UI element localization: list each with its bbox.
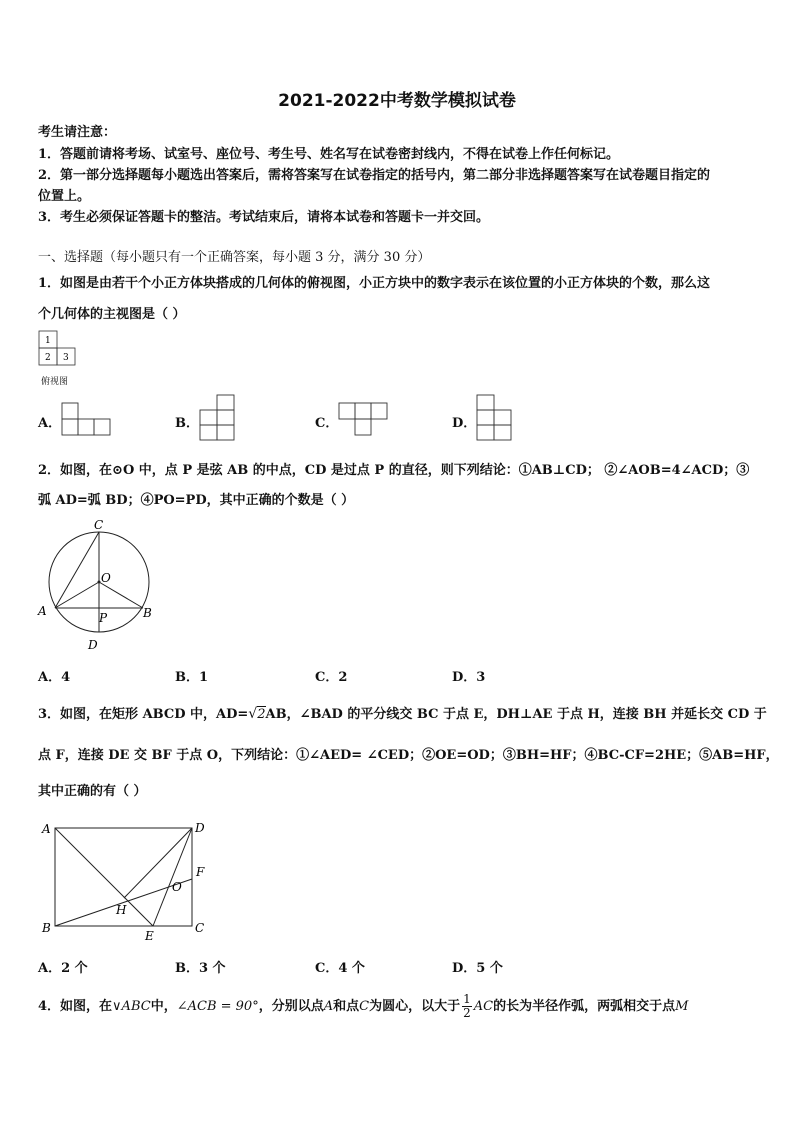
option-b[interactable]: B．3 个 (175, 961, 226, 976)
option-c[interactable]: C．2 (315, 670, 348, 685)
option-b-figure (199, 394, 237, 442)
point-label: O (101, 571, 111, 585)
grid-number: 1 (45, 336, 51, 346)
point-label: F (196, 865, 205, 879)
section-heading: 一、选择题（每小题只有一个正确答案，每小题 3 分，满分 30 分） (38, 250, 431, 265)
fraction-denominator: 2 (463, 1006, 471, 1020)
option-a-figure (61, 402, 111, 438)
question-4-text-part: 为圆心，以大于 (369, 999, 461, 1014)
option-d[interactable]: D．5 个 (452, 961, 503, 976)
point-label: D (88, 638, 98, 652)
math-angle: ∠ACB = 90° (176, 999, 259, 1014)
question-1-text: 个几何体的主视图是（ ） (38, 307, 186, 322)
point-label: B (42, 921, 51, 935)
question-4-text-part: 的长为半径作弧，两弧相交于点 (493, 999, 676, 1014)
question-4-text-part: 中， (150, 999, 177, 1014)
option-b[interactable]: B．1 (175, 670, 209, 685)
option-c[interactable]: C．4 个 (315, 961, 365, 976)
option-b[interactable]: B． (175, 416, 199, 431)
point-label: P (99, 611, 108, 625)
sqrt-symbol: √ (248, 706, 258, 722)
circle-figure (30, 516, 160, 656)
question-3-text (38, 703, 767, 722)
option-a[interactable]: A． (38, 416, 62, 431)
point-label: D (195, 821, 205, 835)
notice-item: 2．第一部分选择题每小题选出答案后，需将答案写在试卷指定的括号内，第二部分非选择题答案写在试卷题目指定的 (38, 168, 711, 183)
math-point: C (359, 999, 370, 1014)
question-3-text: 点 F，连接 DE 交 BF 于点 O，下列结论：①∠AED= ∠CED；②OE=OD；③BH=HF；④BC-CF=2HE；⑤AB=HF， (38, 748, 779, 763)
option-a[interactable]: A．4 (38, 670, 71, 685)
top-view-caption: 俯视图 (41, 377, 69, 387)
notice-item: 3．考生必须保证答题卡的整洁。考试结束后，请将本试卷和答题卡一并交回。 (38, 210, 490, 225)
point-label: O (172, 880, 182, 894)
page-title: 2021-2022中考数学模拟试卷 (278, 91, 516, 111)
sqrt-radicand: 2 (257, 707, 266, 722)
point-label: B (143, 606, 152, 620)
question-1-text: 1．如图是由若干个小正方体块搭成的几何体的俯视图，小正方块中的数字表示在该位置的小正方体块的个数，那么这 (38, 276, 711, 291)
question-4-text-part: ，分别以点 (258, 999, 324, 1014)
point-label: A (38, 604, 47, 618)
notice-item: 1．答题前请将考场、试室号、座位号、考生号、姓名写在试卷密封线内，不得在试卷上作任何标记。 (38, 147, 620, 162)
math-point: A (323, 999, 334, 1014)
notice-heading: 考生请注意： (38, 125, 117, 140)
math-point: M (675, 999, 689, 1014)
option-a[interactable]: A．2 个 (38, 961, 88, 976)
math-fraction (462, 993, 472, 1020)
question-4-text (38, 993, 688, 1020)
point-label: A (42, 822, 51, 836)
option-c-figure (338, 402, 390, 438)
option-c[interactable]: C． (315, 416, 339, 431)
grid-number: 3 (63, 353, 69, 363)
rectangle-figure (36, 816, 216, 944)
math-triangle: ∨ABC (112, 999, 151, 1014)
question-4-text-part: 和点 (333, 999, 360, 1014)
fraction-numerator: 1 (463, 992, 471, 1006)
point-label: E (145, 929, 154, 943)
question-3-text-part: AB，∠BAD 的平分线交 BC 于点 E，DH⊥AE 于点 H，连接 BH 并延长交 CD 于 (265, 707, 767, 722)
question-3-text: 其中正确的有（ ） (38, 784, 147, 799)
grid-number: 2 (45, 353, 51, 363)
point-label: H (116, 903, 127, 917)
question-3-text-part: 3．如图，在矩形 ABCD 中，AD= (38, 707, 249, 722)
option-d[interactable]: D． (452, 416, 477, 431)
question-2-text: 2．如图，在⊙O 中，点 P 是弦 AB 的中点，CD 是过点 P 的直径，则下列结论：①AB⊥CD； ②∠AOB=4∠ACD；③ (38, 463, 750, 478)
top-view-figure (38, 330, 80, 368)
point-label: C (94, 518, 104, 532)
option-d-figure (476, 394, 514, 442)
question-2-text: 弧 AD=弧 BD；④PO=PD，其中正确的个数是（ ） (38, 493, 355, 508)
notice-item: 位置上。 (38, 189, 91, 204)
math-segment: AC (473, 999, 494, 1014)
question-4-text-part: 4．如图，在 (38, 999, 113, 1014)
option-d[interactable]: D．3 (452, 670, 486, 685)
point-label: C (195, 921, 205, 935)
